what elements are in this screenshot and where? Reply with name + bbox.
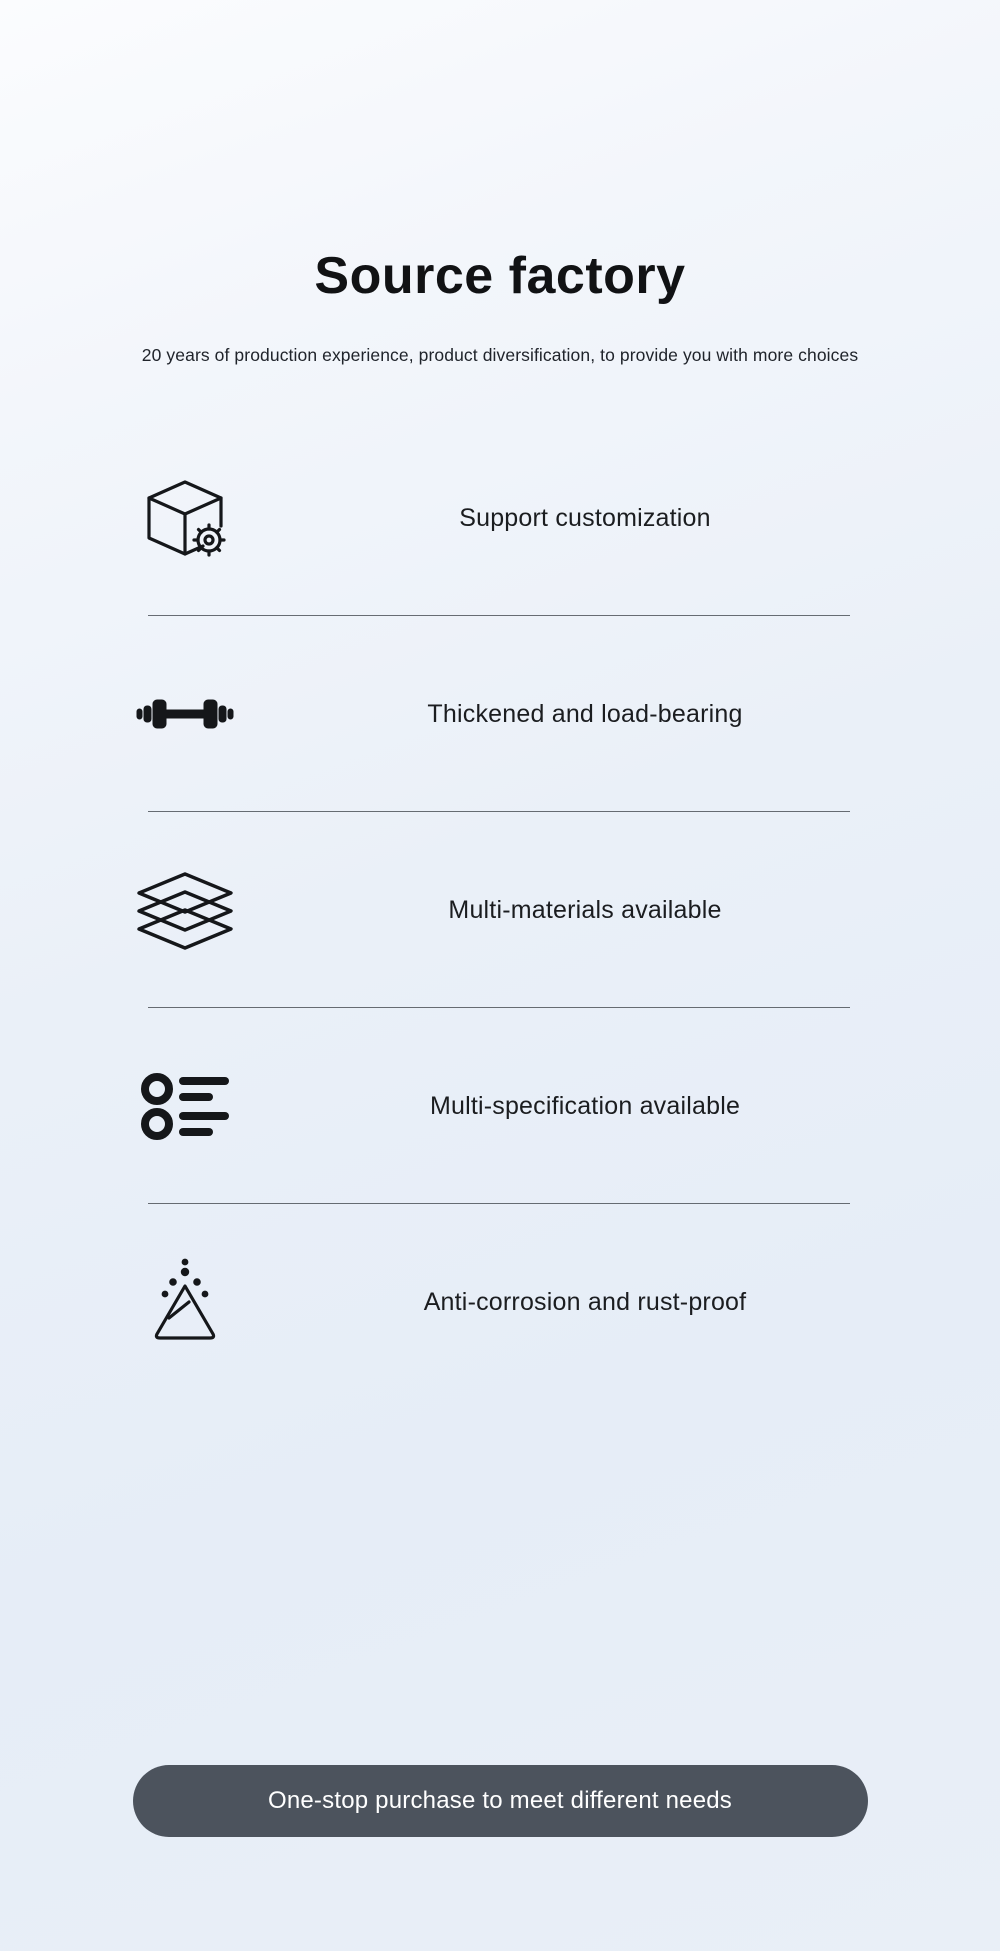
list-item	[70, 1008, 930, 1204]
page-subtitle: 20 years of production experience, product diversification, to provide you with more choices	[141, 345, 859, 366]
list-item	[70, 616, 930, 812]
list-item	[70, 420, 930, 616]
options-list-icon	[70, 1066, 300, 1146]
feature-label: Support customization	[459, 503, 711, 532]
anti-corrosion-icon	[70, 1256, 300, 1348]
layers-icon	[70, 866, 300, 954]
list-item	[70, 812, 930, 1008]
feature-label: Anti-corrosion and rust-proof	[423, 1287, 747, 1316]
feature-label: Multi-materials available	[448, 895, 722, 924]
feature-label: Thickened and load-bearing	[427, 699, 743, 728]
list-item	[70, 1204, 930, 1400]
box-gear-icon	[70, 470, 300, 566]
feature-label: Multi-specification available	[429, 1091, 741, 1120]
dumbbell-icon	[70, 682, 300, 746]
feature-list	[0, 420, 1000, 1400]
one-stop-purchase-button[interactable]: One-stop purchase to meet different needs	[133, 1765, 868, 1837]
page-header	[0, 0, 1000, 366]
cta-container	[0, 1765, 1000, 1837]
page-title: Source factory	[314, 247, 686, 305]
